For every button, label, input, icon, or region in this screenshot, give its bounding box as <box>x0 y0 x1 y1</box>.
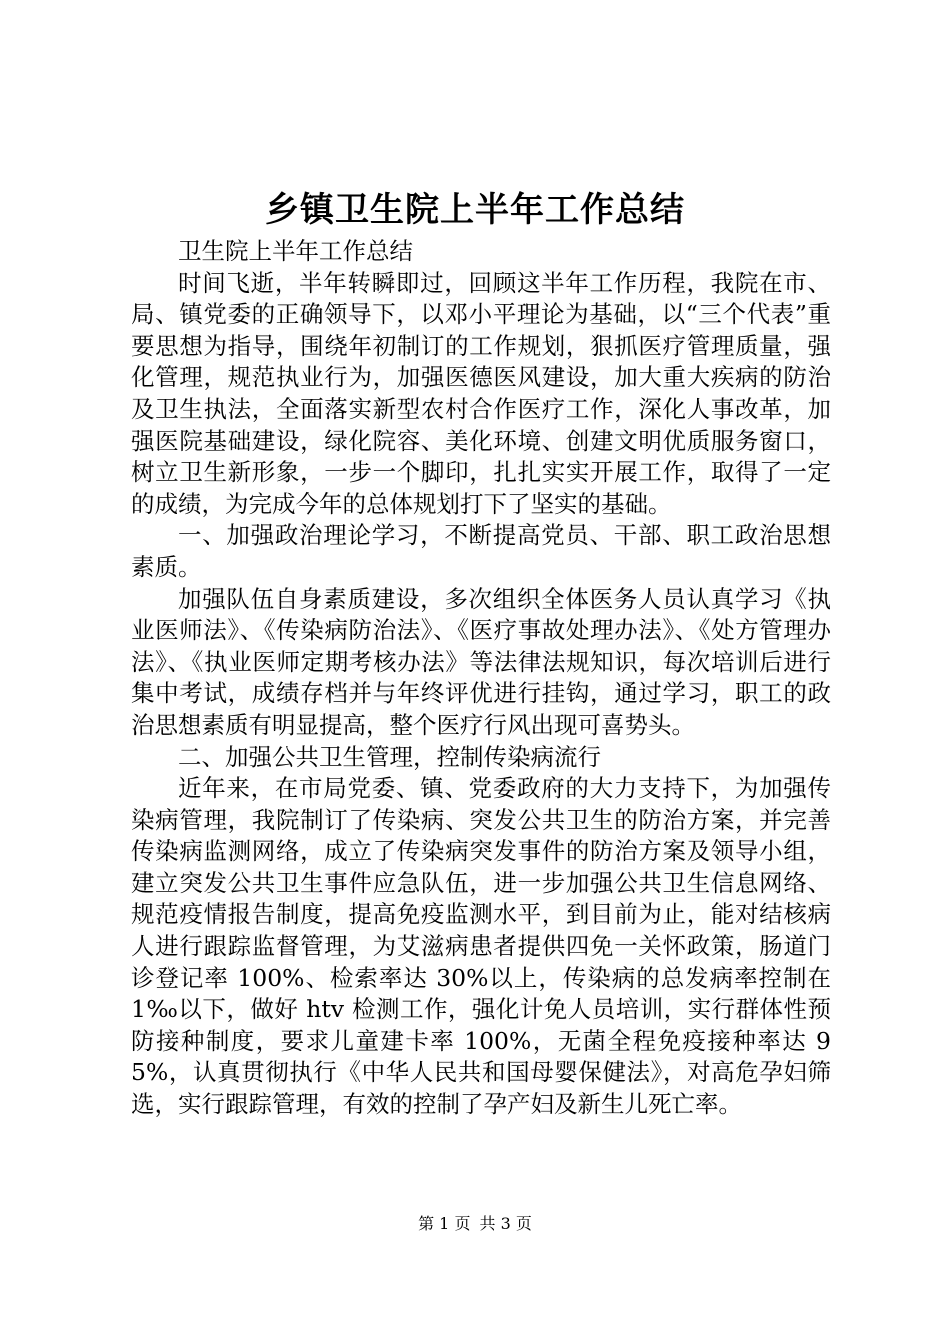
page-total: 共 3 页 <box>479 1214 532 1233</box>
paragraph-intro: 时间飞逝，半年转瞬即过，回顾这半年工作历程，我院在市、局、镇党委的正确领导下，以邓小平理论为基础，以“三个代表”重要思想为指导，围绕年初制订的工作规划，狠抓医疗管理质量，强化管理，规范执业行为，加强医德医风建设，加大重大疾病的防治及卫生执法，全面落实新型农村合作医疗工作，深化人事改革，加强医院基础建设，绿化院容、美化环境、创建文明优质服务窗口，树立卫生新形象，一步一个脚印，扎扎实实开展工作，取得了一定的成绩，为完成今年的总体规划打下了坚实的基础。 <box>131 268 831 518</box>
paragraph-section-2: 近年来，在市局党委、镇、党委政府的大力支持下，为加强传染病管理，我院制订了传染病、突发公共卫生的防治方案，并完善传染病监测网络，成立了传染病突发事件的防治方案及领导小组，建立突发公共卫生事件应急队伍，进一步加强公共卫生信息网络、规范疫情报告制度，提高免疫监测水平，到目前为止，能对结核病人进行跟踪监督管理，为艾滋病患者提供四免一关怀政策，肠道门诊登记率 100%、检索率达 30%以上，传染病的总发病率控制在 1‰以下，做好 htv 检测工作，强化计免人员培训，实行群体性预防接种制度，要求儿童建卡率 100%，无菌全程免疫接种率达 95%，认真贯彻执行《中华人民共和国母婴保健法》，对高危孕妇筛选，实行跟踪管理，有效的控制了孕产妇及新生儿死亡率。 <box>131 774 831 1119</box>
paragraph-subtitle: 卫生院上半年工作总结 <box>178 237 413 265</box>
paragraph-section-1: 加强队伍自身素质建设，多次组织全体医务人员认真学习《执业医师法》、《传染病防治法》、《医疗事故处理办法》、《处方管理办法》、《执业医师定期考核办法》等法律法规知识，每次培训后进行集中考试，成绩存档并与年终评优进行挂钩，通过学习，职工的政治思想素质有明显提高，整个医疗行风出现可喜势头。 <box>131 584 831 739</box>
section-heading-1: 一、加强政治理论学习，不断提高党员、干部、职工政治思想素质。 <box>131 521 831 581</box>
page-number: 第 1 页 <box>418 1214 471 1233</box>
document-body <box>131 236 831 1121</box>
page-footer <box>0 1213 950 1235</box>
section-heading-2: 二、加强公共卫生管理，控制传染病流行 <box>178 742 601 771</box>
document-title: 乡镇卫生院上半年工作总结 <box>265 190 685 230</box>
